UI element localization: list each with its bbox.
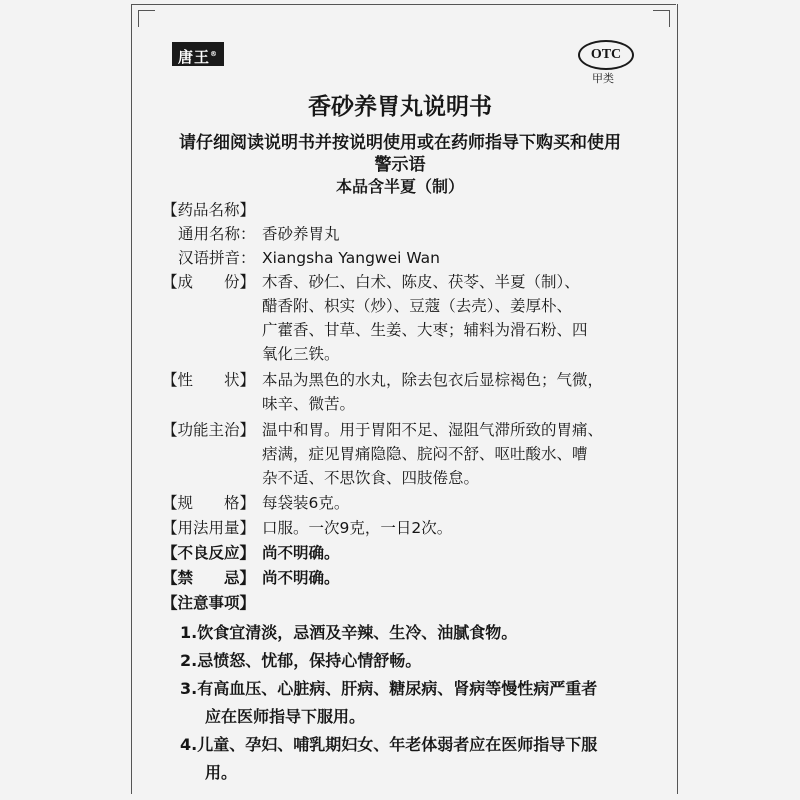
precaution-item: 4.儿童、孕妇、哺乳期妇女、年老体弱者应在医师指导下服 xyxy=(180,735,598,754)
brand-name: 唐王 xyxy=(178,48,211,66)
precaution-item-cont: 用。 xyxy=(205,763,238,782)
pinyin-label: 汉语拼音： xyxy=(178,249,256,267)
contains-note: 本品含半夏（制） xyxy=(335,177,464,196)
brand-logo xyxy=(172,42,224,66)
ingredients-line: 醋香附、枳实（炒）、豆蔻（去壳）、姜厚朴、 xyxy=(262,297,573,315)
dosage-value: 口服。一次9克，一日2次。 xyxy=(262,519,453,537)
otc-badge: OTC xyxy=(578,40,634,70)
frame-corner-ornament xyxy=(138,10,155,27)
specification-value: 每袋装6克。 xyxy=(262,494,350,512)
generic-name-label: 通用名称： xyxy=(178,225,256,243)
properties-line: 本品为黑色的水丸，除去包衣后显棕褐色；气微， xyxy=(262,371,604,389)
ingredients-line: 氧化三铁。 xyxy=(262,345,340,363)
frame-corner-ornament xyxy=(653,10,670,27)
section-label: 【注意事项】 xyxy=(162,594,256,612)
adverse-value: 尚不明确。 xyxy=(262,544,340,562)
precaution-item: 1.饮食宜清淡，忌酒及辛辣、生冷、油腻食物。 xyxy=(180,623,518,642)
pinyin-value: Xiangsha Yangwei Wan xyxy=(262,249,441,267)
contraindications-value: 尚不明确。 xyxy=(262,569,340,587)
indications-line: 温中和胃。用于胃阳不足、湿阻气滞所致的胃痛、 xyxy=(262,421,604,439)
precaution-item-cont: 应在医师指导下服用。 xyxy=(205,707,366,726)
section-label: 【禁 忌】 xyxy=(162,569,256,587)
indications-line: 痞满，症见胃痛隐隐、脘闷不舒、呕吐酸水、嘈 xyxy=(262,445,588,463)
warning-heading: 警示语 xyxy=(374,155,426,175)
section-label: 【性 状】 xyxy=(162,371,256,389)
indications-line: 杂不适、不思饮食、四肢倦怠。 xyxy=(262,469,480,487)
otc-class-label: 甲类 xyxy=(592,72,614,85)
section-label: 【用法用量】 xyxy=(162,519,256,537)
reading-warning: 请仔细阅读说明书并按说明使用或在药师指导下购买和使用 xyxy=(179,133,621,153)
ingredients-line: 木香、砂仁、白术、陈皮、茯苓、半夏（制）、 xyxy=(262,273,580,291)
section-label: 【规 格】 xyxy=(162,494,256,512)
leaflet-title: 香砂养胃丸说明书 xyxy=(308,94,492,120)
section-label: 【成 份】 xyxy=(162,273,256,291)
properties-line: 味辛、微苦。 xyxy=(262,395,356,413)
decorative-frame-top xyxy=(131,4,676,5)
registered-mark: ® xyxy=(210,50,219,58)
generic-name-value: 香砂养胃丸 xyxy=(262,225,340,243)
section-label: 【不良反应】 xyxy=(162,544,256,562)
precaution-item: 2.忌愤怒、忧郁，保持心情舒畅。 xyxy=(180,651,422,670)
section-label: 【药品名称】 xyxy=(162,201,256,219)
precaution-item: 3.有高血压、心脏病、肝病、糖尿病、肾病等慢性病严重者 xyxy=(180,679,598,698)
section-label: 【功能主治】 xyxy=(162,421,256,439)
ingredients-line: 广藿香、甘草、生姜、大枣；辅料为滑石粉、四 xyxy=(262,321,588,339)
